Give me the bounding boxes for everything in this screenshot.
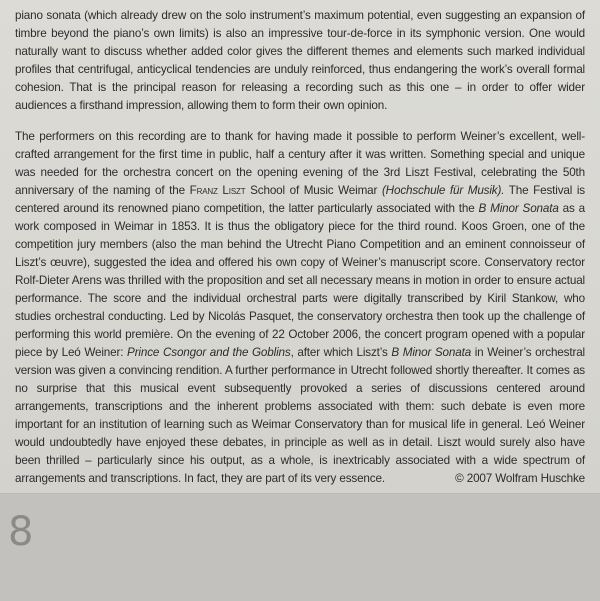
text-run: School of Music Weimar bbox=[245, 184, 382, 197]
text-run: , after which Liszt’s bbox=[290, 346, 392, 359]
footer-band bbox=[0, 493, 600, 601]
paragraph-continued: piano sonata (which already drew on the solo instrument’s maximum potential, even suggesting an expansion of timbre beyond the piano’s own limits) is also an impressive tour-de-force in its symphonic version. One would naturally want to discuss whether added color gives the different themes and elements such marked individual profiles that centrifugal, anticyclical tendencies are unduly reinforced, thus endangering the work’s overall formal cohesion. That is the principal reason for releasing a recording such as this one – in order to offer wider audiences a firsthand impression, allowing them to form their own opinion. bbox=[15, 9, 585, 112]
paragraph-performers bbox=[15, 128, 585, 488]
work-title: B Minor Sonata bbox=[478, 202, 559, 215]
copyright-credit: © 2007 Wolfram Huschke bbox=[455, 472, 585, 485]
text-run: The Festival is centered around its renowned piano competition, the latter particularly associated with the bbox=[15, 184, 585, 215]
text-run: in Weiner’s orchestral version was given a convincing rendition. A further performance in Utrecht followed shortly thereafter. It comes as no surprise that this musical event subsequently provoked a series of discussions centered around arrangements, transcriptions and the inherent problems associated with them: such debate is even more important for an institution of learning such as Weimar Conservatory than for musical life in general. Leó Weiner would undoubtedly have enjoyed these debates, in principle as well as in detail. Liszt would surely also have been thrilled – particularly since his output, as a whole, is inextricably associated with a wide spectrum of arrangements and transcriptions. In fact, they are part of its very essence. bbox=[15, 346, 585, 485]
work-title: B Minor Sonata bbox=[391, 346, 472, 359]
text-run: as a work composed in Weimar in 1853. It is thus the obligatory piece for the third round. Koos Groen, one of the competition jury members (also the man behind the Utrecht Piano Competition and an eminent connoisseur of Liszt’s œuvre), suggested the idea and offered his own copy of Weiner’s manuscript score. Conservatory rector Rolf-Dieter Arens was thrilled with the proposition and set all necessary means in motion in order to ensure actual performance. The score and the individual orchestral parts were digitally transcribed by Kiril Stankow, who studies orchestral conducting. Led by Nicolás Pasquet, the conservatory orchestra then took up the challenge of performing this world première. On the evening of 22 October 2006, the concert program opened with a popular piece by Leó Weiner: bbox=[15, 202, 585, 359]
page-number: 8 bbox=[8, 509, 34, 555]
school-name: Franz Liszt bbox=[189, 184, 246, 197]
school-german-name: (Hochschule für Musik). bbox=[381, 184, 505, 197]
work-title: Prince Csongor and the Goblins bbox=[127, 346, 291, 359]
text-column bbox=[15, 7, 585, 488]
text-run: The performers on this recording are to thank for having made it possible to perform Weiner’s excellent, well-crafted arrangement for the first time in public, half a century after it was written. Something special and unique was needed for the orchestra concert on the opening evening of the 3rd Liszt Festival, celebrating the 50th anniversary of the naming of the bbox=[15, 130, 585, 197]
